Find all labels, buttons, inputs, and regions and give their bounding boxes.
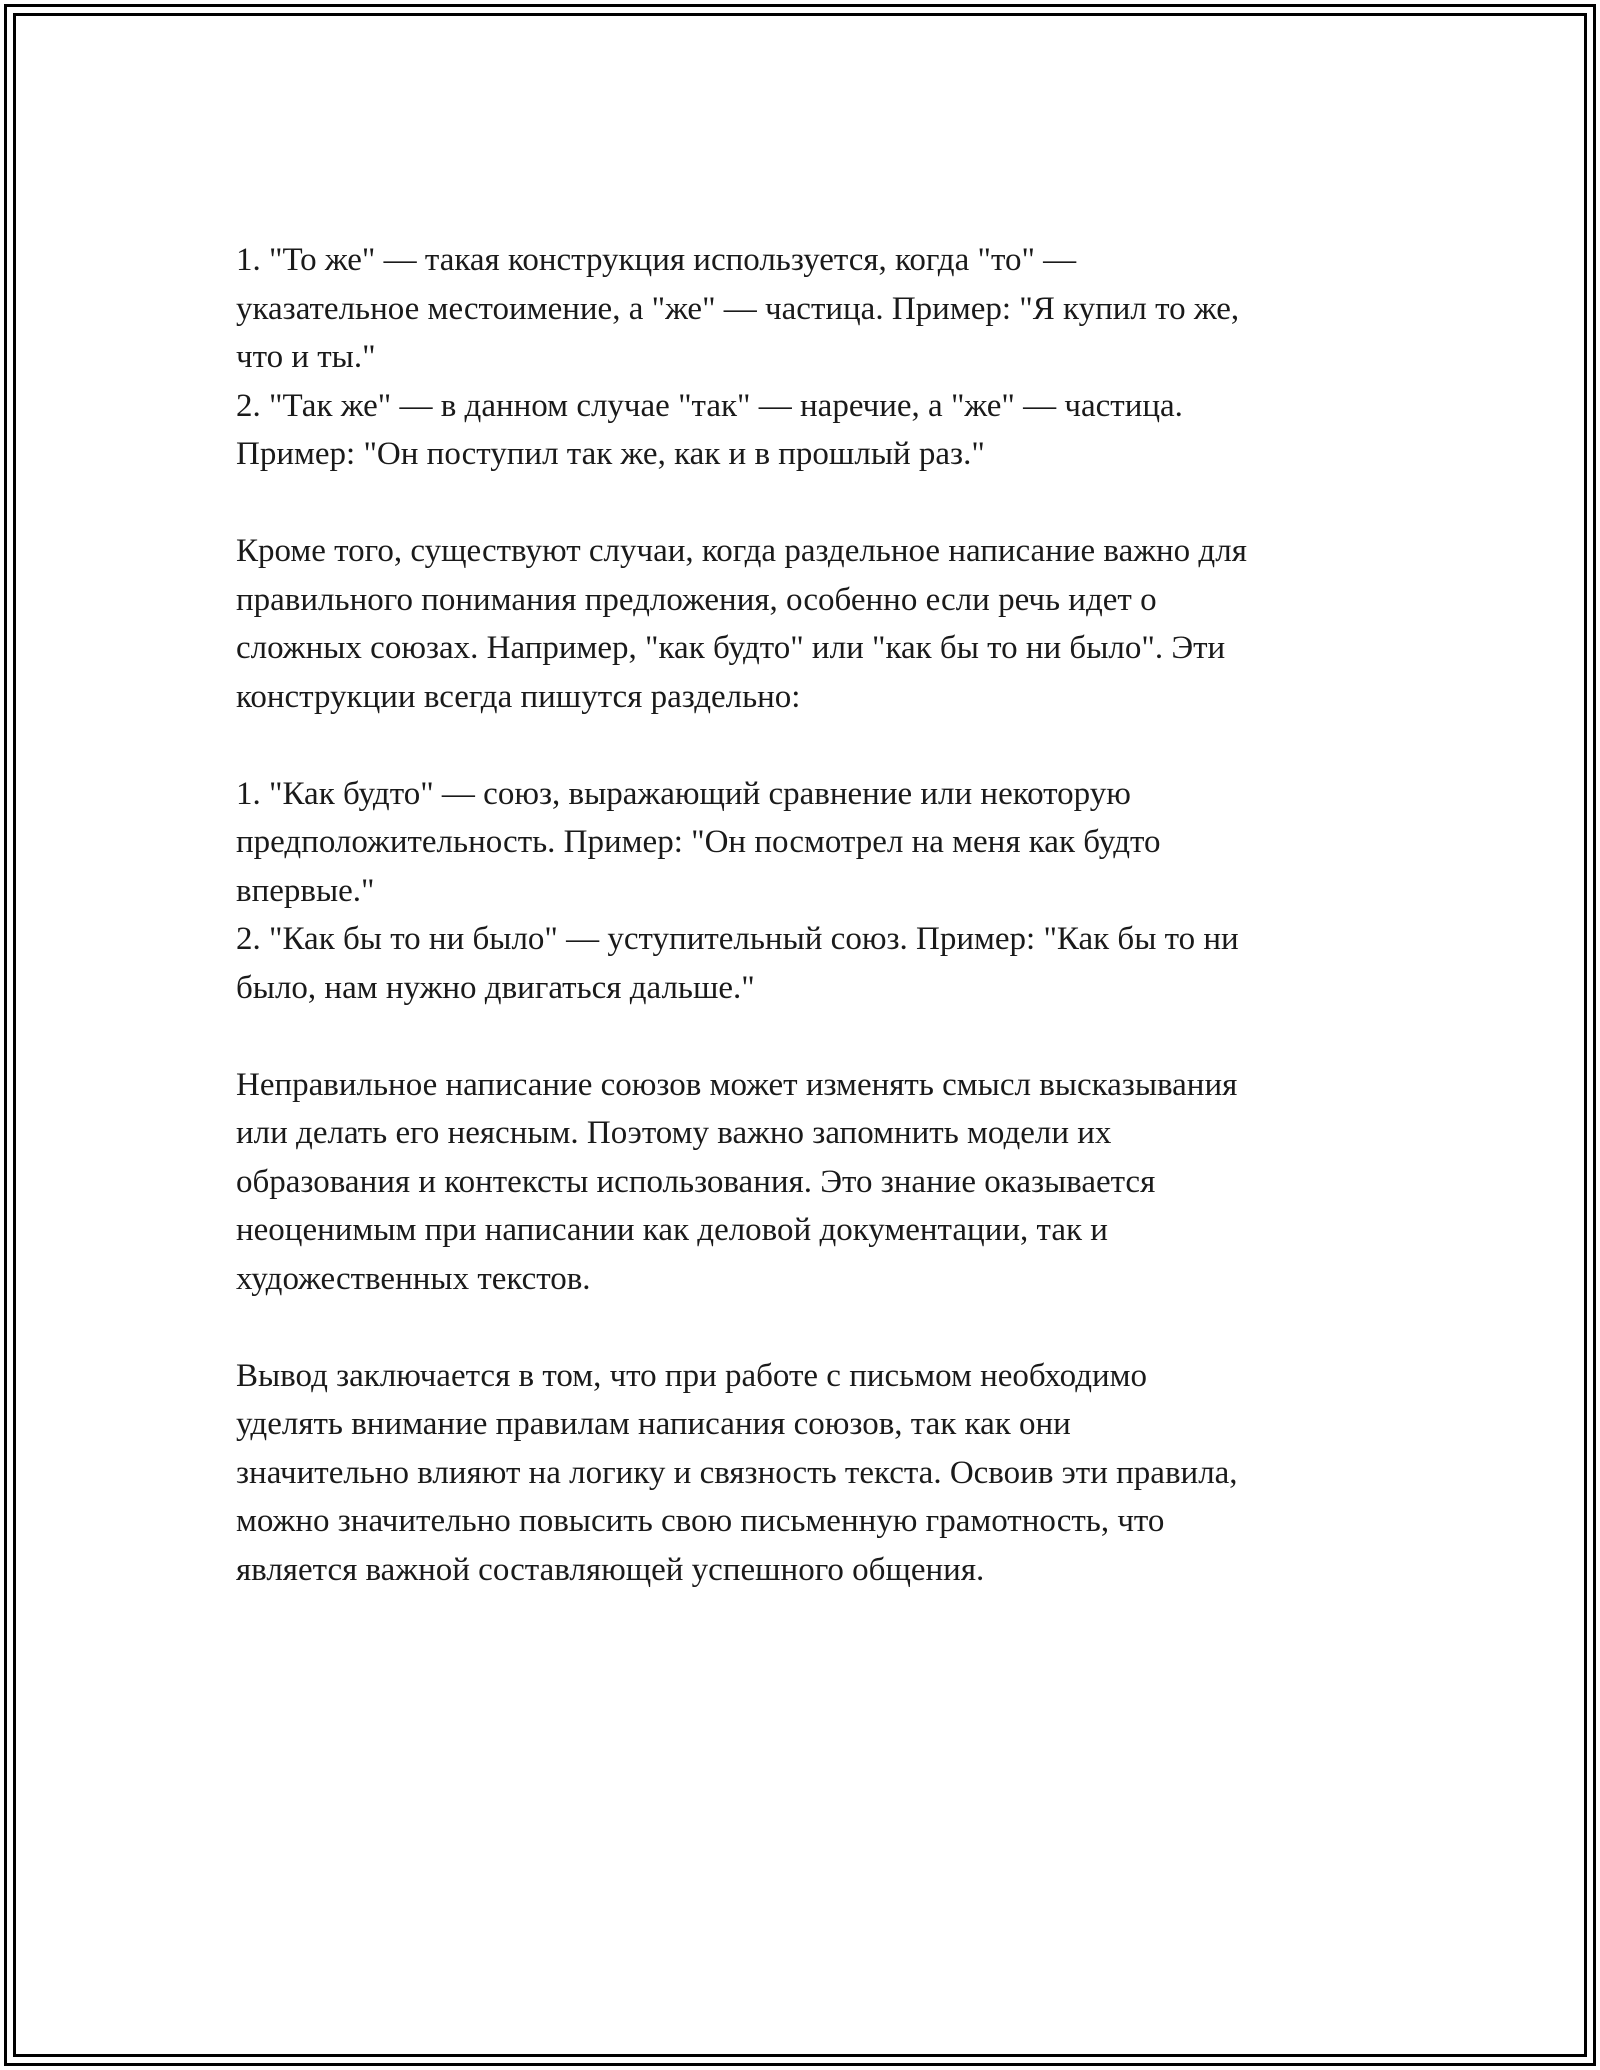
paragraph-kak-budto-examples — [236, 770, 1376, 1013]
text-line: 1. "Как будто" — союз, выражающий сравнение или некоторую — [236, 775, 1131, 812]
text-line: сложных союзах. Например, "как будто" или "как бы то ни было". Эти — [236, 630, 1226, 666]
text-line: предположительность. Пример: "Он посмотрел на меня как будто — [236, 824, 1161, 860]
text-line: можно значительно повысить свою письменную грамотность, что — [236, 1503, 1165, 1539]
text-line: образования и контексты использования. Это знание оказывается — [236, 1163, 1156, 1200]
paragraph-incorrect-spelling — [236, 1061, 1376, 1304]
text-line: конструкции всегда пишутся раздельно: — [236, 678, 801, 715]
text-line: является важной составляющей успешного общения. — [236, 1551, 985, 1588]
text-line: Вывод заключается в том, что при работе с письмом необходимо — [236, 1357, 1148, 1394]
text-line: впервые." — [236, 872, 375, 909]
paragraph-complex-conjunctions — [236, 527, 1376, 721]
text-line: правильного понимания предложения, особенно если речь идет о — [236, 581, 1157, 618]
text-line: значительно влияют на логику и связность текста. Освоив эти правила, — [236, 1454, 1238, 1491]
text-line: уделять внимание правилам написания союзов, так как они — [236, 1406, 1071, 1442]
text-line: указательное местоимение, а "же" — частица. Пример: "Я купил то же, — [236, 290, 1240, 327]
text-line: или делать его неясным. Поэтому важно запомнить модели их — [236, 1115, 1112, 1151]
text-line: 2. "Так же" — в данном случае "так" — наречие, а "же" — частица. — [236, 387, 1183, 424]
paragraph-conclusion — [236, 1352, 1376, 1595]
text-line: было, нам нужно двигаться дальше." — [236, 969, 755, 1006]
paragraph-to-zhe-tak-zhe — [236, 236, 1376, 479]
text-line: Пример: "Он поступил так же, как и в прошлый раз." — [236, 436, 985, 472]
text-line: художественных текстов. — [236, 1260, 591, 1297]
text-line: неоценимым при написании как деловой документации, так и — [236, 1212, 1108, 1248]
text-line: что и ты." — [236, 339, 376, 375]
document-body — [236, 236, 1376, 1643]
text-line: Кроме того, существуют случаи, когда раздельное написание важно для — [236, 533, 1247, 569]
text-line: Неправильное написание союзов может изменять смысл высказывания — [236, 1066, 1238, 1103]
text-line: 2. "Как бы то ни было" — уступительный союз. Пример: "Как бы то ни — [236, 921, 1239, 957]
text-line: 1. "То же" — такая конструкция используется, когда "то" — — [236, 242, 1077, 278]
